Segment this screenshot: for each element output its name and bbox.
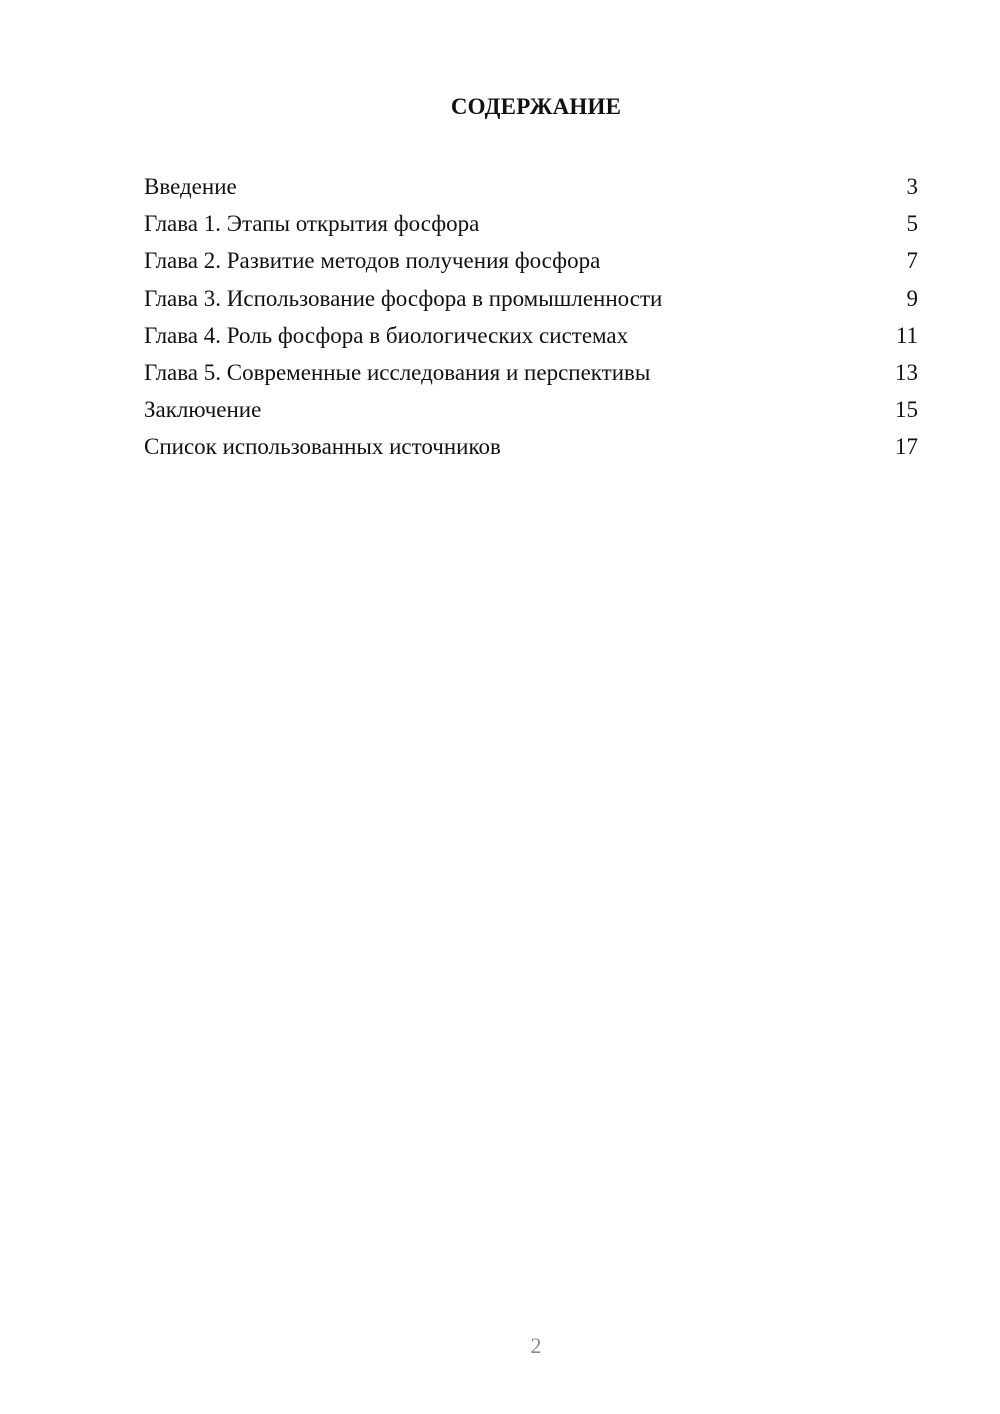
toc-entry-chapter-2 (144, 242, 918, 279)
toc-entry-introduction (144, 168, 918, 205)
toc-entry-label: Глава 2. Развитие методов получения фосфора (144, 248, 601, 274)
toc-entry-label: Глава 5. Современные исследования и перспективы (144, 359, 651, 385)
toc-entry-page: 15 (895, 397, 918, 423)
toc-entry-chapter-1 (144, 205, 918, 242)
toc-title: СОДЕРЖАНИЕ (450, 94, 622, 119)
toc-entry-label: Глава 4. Роль фосфора в биологических системах (144, 322, 629, 348)
toc-entry-label: Заключение (144, 397, 262, 423)
toc-entry-conclusion (144, 391, 918, 428)
toc-entry-page: 13 (895, 359, 918, 385)
toc-entry-chapter-4 (144, 317, 918, 354)
toc-entry-references (144, 428, 918, 465)
toc-entry-chapter-3 (144, 280, 918, 317)
toc-entry-label: Введение (144, 174, 237, 199)
table-of-contents (144, 168, 918, 466)
toc-entry-page: 17 (895, 434, 918, 460)
toc-entry-page: 3 (906, 174, 918, 199)
toc-entry-label: Глава 1. Этапы открытия фосфора (144, 211, 480, 237)
toc-entry-label: Список использованных источников (144, 434, 501, 460)
toc-entry-page: 5 (906, 211, 918, 237)
toc-entry-page: 11 (895, 322, 918, 348)
toc-entry-page: 9 (906, 285, 918, 311)
page-number: 2 (530, 1333, 542, 1358)
toc-entry-page: 7 (906, 248, 918, 274)
toc-entry-label: Глава 3. Использование фосфора в промышленности (144, 285, 663, 311)
toc-entry-chapter-5 (144, 354, 918, 391)
